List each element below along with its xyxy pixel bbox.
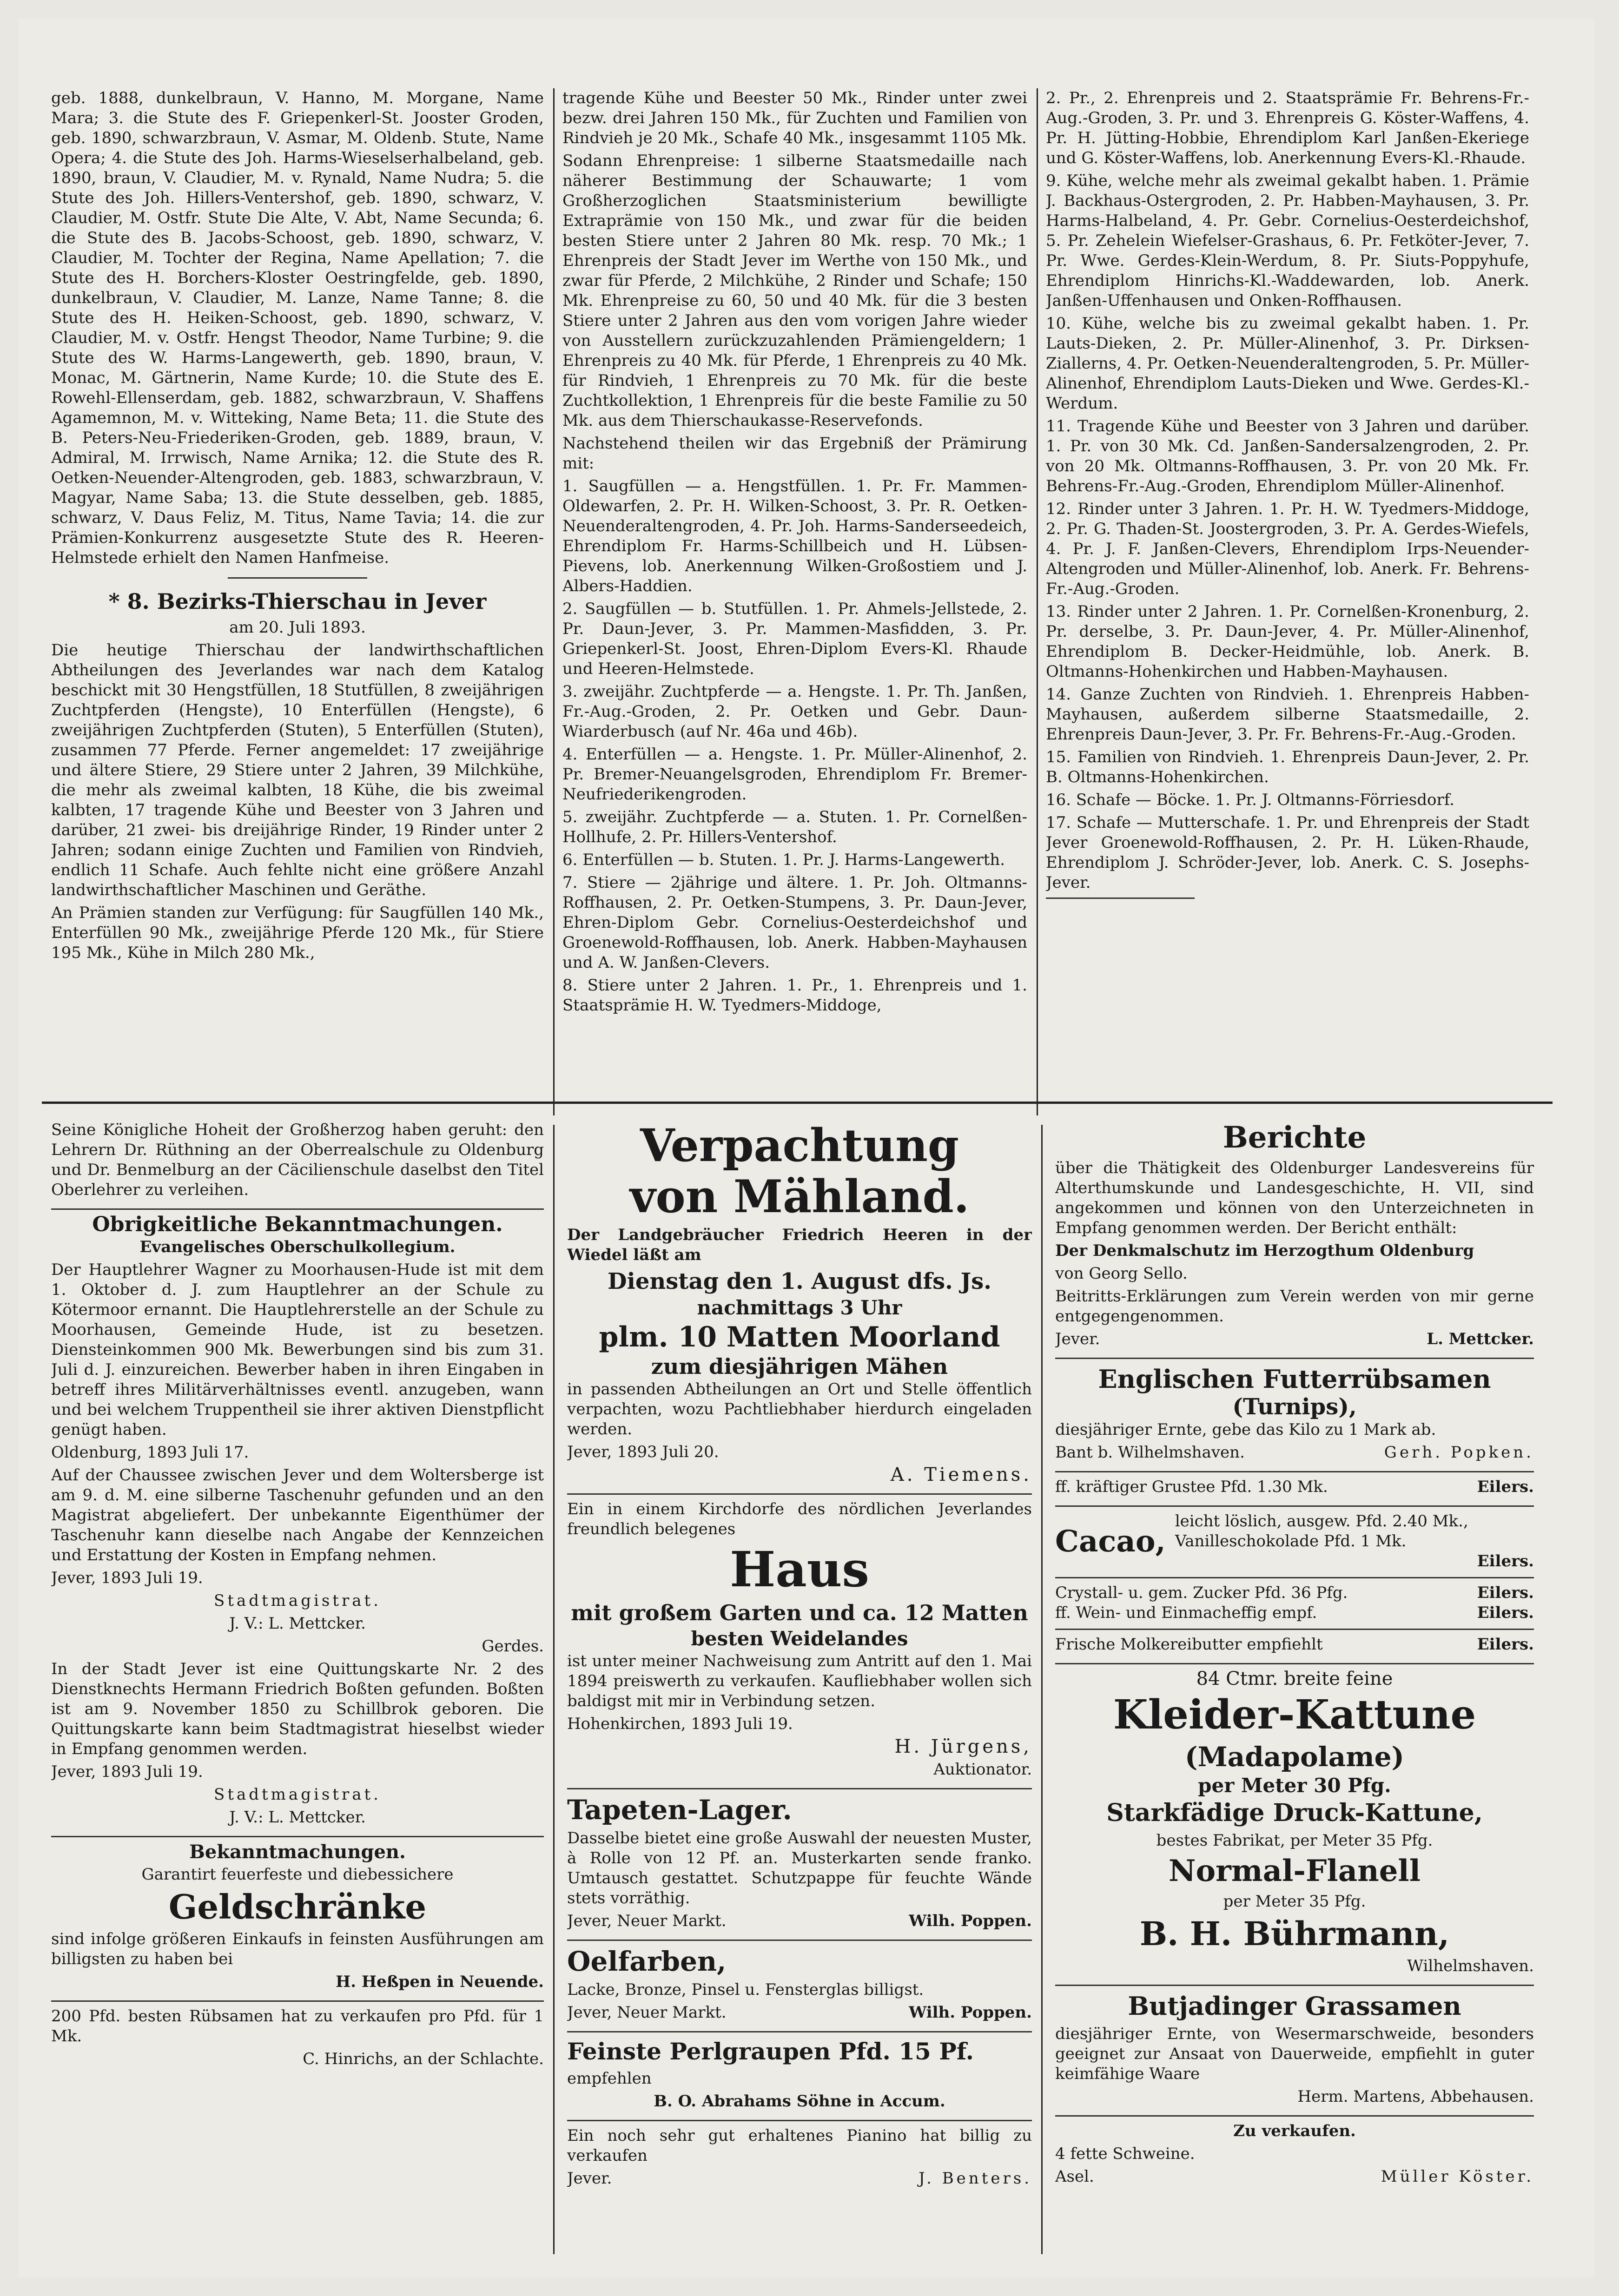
bottom-column-1 (51, 1115, 544, 2254)
magistrat-label: Stadtmagistrat. (214, 1785, 381, 1804)
grass-text: diesjähriger Ernte, von Wesermarschweide, besonders geeignet zur Ansaat von Dauerweide, empfiehlt in guter keimfähige Waare (1055, 2025, 1534, 2083)
safes-intro: Garantirt feuerfeste und diebessichere (141, 1865, 454, 1884)
turnips-footer (1055, 1443, 1534, 1463)
piano-footer (567, 2169, 1032, 2189)
royal-notice (51, 1115, 544, 1210)
oilpaint-text: Lacke, Bronze, Pinsel u. Fensterglas billigst. (567, 1980, 924, 1999)
end-rule (1046, 897, 1195, 899)
reports-join: Beitritts-Erklärungen zum Verein werden von mir gerne entgegengenommen. (1055, 1287, 1534, 1326)
flanell-price: per Meter 35 Pfg. (1223, 1892, 1366, 1911)
receipt-text: In der Stadt Jever ist eine Quittungskarte Nr. 2 des Dienstknechts Hermann Friedrich Boßten gefunden. Boßten ist am 9. November 1850 zu Schillbrok geboren. Die Quittungskarte kann beim Stadtmagistrat hieselbst wieder in Empfang genommen werden. (51, 1660, 544, 1758)
result-11: 11. Tragende Kühe und Beester von 3 Jahren und darüber. 1. Pr. von 30 Mk. Cd. Janßen-Sandersalzengroden, 2. Pr. von 20 Mk. Oltmanns-Roffhausen, 3. Pr. von 20 Mk. Fr. Behrens-Fr.-Aug.-Groden, Ehrendiplom Müller-Alinenhof. (1046, 417, 1529, 495)
bottom-column-3 (1055, 1115, 1534, 2254)
col2-para-1: tragende Kühe und Beester 50 Mk., Rinder unter zwei bezw. drei Jahren 150 Mk., für Zuchten und Familien von Rindvieh je 20 Mk., Schafe 40 Mk., insgesammt 1105 Mk. (562, 89, 1027, 147)
wallpaper-place: Jever, Neuer Markt. (567, 1912, 727, 1930)
vinegar-line (1055, 1603, 1534, 1623)
col3-para-1: 2. Pr., 2. Ehrenpreis und 2. Staatsprämie Fr. Behrens-Fr.-Aug.-Groden, 3. Pr. und 3. Ehrenpreis G. Köster-Waffens, 4. Pr. H. Jütting-Hobbie, Ehrendiplom Karl Janßen-Ekeriege und G. Köster-Waffens, lob. Anerkennung Evers-Kl.-Rhaude. (1046, 89, 1529, 167)
turnips-subtitle: (Turnips), (1232, 1394, 1357, 1420)
result-14: 14. Ganze Zuchten von Rindvieh. 1. Ehrenpreis Habben-Mayhausen, außerdem silberne Staatsmedaille, 2. Ehrenpreis Daun-Jever, 3. Pr. Fr. Behrens-Fr.-Aug.-Groden. (1046, 685, 1529, 744)
lease-title: Verpachtung (640, 1119, 959, 1172)
piano-seller: J. Benters. (919, 2169, 1032, 2188)
rapeseed-text: 200 Pfd. besten Rübsamen hat zu verkaufen pro Pfd. für 1 Mk. (51, 2007, 544, 2045)
result-9: 9. Kühe, welche mehr als zweimal gekalbt haben. 1. Prämie J. Backhaus-Ostergroden, 2. Pr. Habben-Mayhausen, 3. Pr. Harms-Halbeland, 4. Pr. Gebr. Cornelius-Oesterdeichshof, 5. Pr. Zehelein Wiefelser-Grashaus, 6. Pr. Fetköter-Jever, 7. Pr. Wwe. Gerdes-Klein-Werdum, 8. Pr. Siuts-Poppyhufe, Ehrendiplom Hinrichs-Kl.-Waddewarden, lob. Anerk. Janßen-Uffenhausen und Onken-Roffhausen. (1046, 172, 1529, 310)
lease-amount: plm. 10 Matten Moorland (599, 1321, 1000, 1353)
bottom-column-2 (567, 1115, 1032, 2254)
found-watch-date: Jever, 1893 Juli 19. (51, 1569, 203, 1587)
wallpaper-title: Tapeten-Lager. (567, 1794, 792, 1826)
result-1: 1. Saugfüllen — a. Hengstfüllen. 1. Pr. Fr. Mammen-Oldewarfen, 2. Pr. H. Wilken-Schoost, 3. Pr. R. Oetken-Neuenderaltengroden, 4. Pr. Joh. Harms-Sanderseedeich, Ehrendiplom Fr. Harms-Schillbeich und H. Lübsen-Pievens, lob. Anerkennung Wilken-Großostiem und J. Albers-Haddien. (562, 477, 1027, 595)
pigs-text: 4 fette Schweine. (1055, 2144, 1195, 2163)
result-4: 4. Enterfüllen — a. Hengste. 1. Pr. Müller-Alinenhof, 2. Pr. Bremer-Neuangelsgroden, Ehrendiplom Fr. Bremer-Neufriederikengroden. (562, 745, 1027, 804)
tea-line (1055, 1477, 1534, 1497)
pigs-seller: Müller Köster. (1381, 2167, 1534, 2186)
prize-funds-text: An Prämien standen zur Verfügung: für Saugfüllen 140 Mk., Enterfüllen 90 Mk., zweijährige Pferde 120 Mk., für Stiere 195 Mk., Kühe in Milch 280 Mk., (51, 904, 544, 962)
lease-purpose: zum diesjährigen Mähen (651, 1354, 948, 1379)
found-watch-text: Auf der Chaussee zwischen Jever und dem Woltersberge ist am 9. d. M. eine silberne Taschenuhr gefunden und an den Magistrat abgeliefert. Der unbekannte Eigenthümer der Taschenuhr kann dieselbe nach Angabe der Kennzeichen und Erstattung der Kosten in Empfang nehmen. (51, 1466, 544, 1564)
result-13: 13. Rinder unter 2 Jahren. 1. Pr. Cornelßen-Kronenburg, 2. Pr. derselbe, 3. Pr. Daun-Jever, 4. Pr. Müller-Alinenhof, Ehrendiplom B. Decker-Heidmühle, lob. Anerk. B. Oltmanns-Hohenkirchen und Habben-Mayhausen. (1046, 602, 1529, 681)
divider (228, 577, 367, 579)
barley-text: empfehlen (567, 2069, 652, 2088)
result-7: 7. Stiere — 2jährige und ältere. 1. Pr. Joh. Oltmanns-Roffhausen, 2. Pr. Oetken-Stumpens, 3. Pr. Daun-Jever, Ehren-Diplom Gebr. Cornelius-Oesterdeichshof und Groenewold-Roffhausen, lob. Anerk. Habben-Mayhausen und A. W. Janßen-Clevers. (562, 873, 1027, 972)
wallpaper-text: Dasselbe bietet eine große Auswahl der neuesten Muster, à Rolle von 12 Pf. an. Musterkarten sende franko. Umtausch gestattet. Schutzpappe für feuchte Wände stets vorräthig. (567, 1829, 1032, 1907)
lease-intro: Der Landgebräucher Friedrich Heeren in der Wiedel läßt am (567, 1226, 1032, 1264)
cloth-price: per Meter 30 Pfg. (1198, 1774, 1391, 1797)
result-17: 17. Schafe — Mutterschafe. 1. Pr. und Ehrenpreis der Stadt Jever Groenewold-Roffhausen, 2. Pr. H. Lüken-Rhaude, Ehrendiplom J. Schröder-Jever, lob. Anerk. C. S. Josephs-Jever. (1046, 813, 1529, 892)
result-2: 2. Saugfüllen — b. Stutfüllen. 1. Pr. Ahmels-Jellstede, 2. Pr. Daun-Jever, 3. Pr. Mammen-Masfidden, 3. Pr. Griepenkerl-St. Joost, Ehren-Diplom Evers-Kl. Rhaude und Heeren-Helmstede. (562, 600, 1027, 678)
turnips-ad (1055, 1359, 1534, 1472)
lease-text: in passenden Abtheilungen an Ort und Stelle öffentlich verpachten, wozu Pachtliebhaber hierdurch eingeladen werden. (567, 1380, 1032, 1438)
flanell-title: Normal-Flanell (1168, 1854, 1421, 1888)
print-text: bestes Fabrikat, per Meter 35 Pfg. (1156, 1831, 1433, 1850)
royal-notice-text: Seine Königliche Hoheit der Großherzog haben geruht: den Lehrern Dr. Rüthning an der Oberrealschule zu Oldenburg und Dr. Benmelburg an der Cäcilienschule daselbst den Titel Oberlehrer zu verleihen. (51, 1121, 544, 1199)
section-heading: * 8. Bezirks-Thierschau in Jever (108, 589, 487, 614)
cacao-body (1175, 1511, 1534, 1571)
cacao-ad (1055, 1507, 1534, 1578)
wallpaper-ad (567, 1789, 1032, 1941)
show-report-text: Die heutige Thierschau der landwirthschaftlichen Abtheilungen des Jeverlandes war nach dem Katalog beschickt mit 30 Hengstfüllen, 18 Stutfüllen, 8 zweijährigen Zuchtpferden (Hengste), 10 Enterfüllen (Hengste), 6 zweijährigen Zuchtpferden (Stuten), 5 Enterfüllen (Stuten), zusammen 77 Pferde. Ferner angemeldet: 17 zweijährige und ältere Stiere, 29 Stiere unter 2 Jahren, 39 Milchkühe, die mehr als zweimal kalbten, 18 Kühe, die bis zweimal kalbten, 17 tragende Kühe und Beester von 3 Jahren und darüber, 21 zwei- bis dreijährige Rinder, 19 Rinder unter 2 Jahren; sodann einige Zuchten und Familien von Rindvieh, endlich 11 Schafe. Auch fehlte nicht eine größere Anzahl landwirthschaftlicher Maschinen und Geräthe. (51, 641, 544, 899)
official-notices (51, 1210, 544, 1837)
house-text: ist unter meiner Nachweisung zum Antritt auf den 1. Mai 1894 preiswerth zu verkaufen. Kaufliebhaber wollen sich baldigst mit mir in Verbindung setzen. (567, 1652, 1032, 1710)
house-subtitle-2: besten Weidelandes (691, 1627, 908, 1650)
safes-seller: H. Heßpen in Neuende. (336, 1973, 544, 1991)
rapeseed-seller: C. Hinrichs, an der Schlachte. (303, 2050, 544, 2068)
notices-title: Bekanntmachungen. (189, 1841, 406, 1863)
piano-place: Jever. (567, 2169, 612, 2188)
house-title: Haus (730, 1541, 869, 1598)
cloth-subtitle: (Madapolame) (1185, 1741, 1404, 1773)
result-16: 16. Schafe — Böcke. 1. Pr. J. Oltmanns-Förriesdorf. (1046, 791, 1454, 809)
result-5: 5. zweijähr. Zuchtpferde — a. Stuten. 1. Pr. Cornelßen-Hollhufe, 2. Pr. Hillers-Ventershof. (562, 808, 1027, 846)
result-3: 3. zweijähr. Zuchtpferde — a. Hengste. 1. Pr. Th. Janßen, Fr.-Aug.-Groden, 2. Pr. Oetken und Gebr. Daun-Wiarderbusch (auf Nr. 46a und 46b). (562, 682, 1027, 741)
pigs-title: Zu verkaufen. (1233, 2122, 1356, 2140)
sugar-line (1055, 1583, 1534, 1603)
butter-seller: Eilers. (1477, 1635, 1534, 1654)
grass-title: Butjadinger Grassamen (1128, 1991, 1461, 2021)
rapeseed-ad (51, 2002, 544, 2078)
kollegium-date: Oldenburg, 1893 Juli 17. (51, 1443, 249, 1462)
reports-ad (1055, 1115, 1534, 1359)
cacao-title: Cacao, (1055, 1524, 1166, 1559)
top-column-3 (1046, 88, 1529, 1092)
butter-ad (1055, 1630, 1534, 1664)
piano-ad (567, 2121, 1032, 2197)
grass-seller: Herm. Martens, Abbehausen. (1297, 2087, 1534, 2106)
merchant-place: Wilhelmshaven. (1407, 1957, 1534, 1975)
house-ad (567, 1495, 1032, 1789)
merchant-name: B. H. Bührmann, (1139, 1914, 1450, 1953)
cloth-intro: 84 Ctmr. breite feine (1196, 1668, 1393, 1689)
turnips-title: Englischen Futterrübsamen (1098, 1364, 1491, 1394)
magistrat-sign: J. V.: L. Mettcker. (229, 1808, 366, 1827)
barley-title: Feinste Perlgraupen Pfd. 15 Pf. (567, 2038, 974, 2065)
reports-signer: L. Mettcker. (1427, 1330, 1534, 1348)
vinegar-seller: Eilers. (1477, 1603, 1534, 1622)
column-rule (553, 88, 555, 1115)
kollegium-text: Der Hauptlehrer Wagner zu Moorhausen-Hude ist mit dem 1. Oktober d. J. zum Hauptlehrer an der Schule zu Kötermoor ernannt. Die Hauptlehrerstelle an der Schule zu Moorhausen, Gemeinde Hude, ist zu besetzen. Diensteinkommen 900 Mk. Bewerbungen sind bis zum 31. Juli d. J. einzureichen. Bewerber haben in ihren Eingaben in betreff ihres Militärverhältnisses eventl. anzugeben, wann und bei welchem Truppentheil sie ihrer aktiven Dienstpflicht genügt haben. (51, 1260, 544, 1439)
house-intro: Ein in einem Kirchdorfe des nördlichen Jeverlandes freundlich belegenes (567, 1500, 1032, 1538)
result-15: 15. Familien von Rindvieh. 1. Ehrenpreis Daun-Jever, 2. Pr. B. Oltmanns-Hohenkirchen. (1046, 748, 1529, 786)
tea-text: ff. kräftiger Grustee Pfd. 1.30 Mk. (1055, 1478, 1328, 1496)
oilpaint-place: Jever, Neuer Markt. (567, 2003, 727, 2022)
reports-text: über die Thätigkeit des Oldenburger Landesvereins für Alterthumskunde und Landesgeschichte, H. VII, sind angekommen und können von den Unterzeichneten in Empfang genommen werden. Der Bericht enthält: (1055, 1159, 1534, 1237)
wallpaper-seller: Wilh. Poppen. (909, 1912, 1032, 1930)
barley-seller: B. O. Abrahams Söhne in Accum. (654, 2092, 945, 2111)
result-6: 6. Enterfüllen — b. Stuten. 1. Pr. J. Harms-Langewerth. (562, 851, 1005, 869)
result-12: 12. Rinder unter 3 Jahren. 1. Pr. H. W. Tyedmers-Middoge, 2. Pr. G. Thaden-St. Joostergroden, 3. Pr. A. Gerdes-Wiefels, 4. Pr. J. F. Janßen-Clevers, Ehrendiplom Irps-Neuender-Altengroden und Müller-Alinenhof, lob. Anerk. Fr. Behrens-Fr.-Aug.-Groden. (1046, 500, 1529, 598)
lease-title-2: von Mähland. (629, 1170, 970, 1223)
safes-ad (51, 1837, 544, 2002)
result-10: 10. Kühe, welche bis zu zweimal gekalbt haben. 1. Pr. Lauts-Dieken, 2. Pr. Müller-Alinenhof, 3. Pr. Dirksen-Ziallerns, 4. Pr. Oetken-Neuenderaltengroden, 5. Pr. Müller-Alinenhof, Ehrendiplom Lauts-Dieken und Wwe. Gerdes-Kl.-Werdum. (1046, 314, 1529, 413)
oilpaint-seller: Wilh. Poppen. (909, 2003, 1032, 2022)
piano-text: Ein noch sehr gut erhaltenes Pianino hat billig zu verkaufen (567, 2126, 1032, 2165)
result-8: 8. Stiere unter 2 Jahren. 1. Pr., 1. Ehrenpreis und 1. Staatsprämie H. W. Tyedmers-Middoge, (562, 976, 1027, 1015)
tea-seller: Eilers. (1477, 1478, 1534, 1496)
col2-para-2: Sodann Ehrenpreise: 1 silberne Staatsmedaille nach näherer Bestimmung der Schauwarte; 1 vom Großherzoglichen Staatsministerium bewilligte Extraprämie von 150 Mk., und zwar für die beiden besten Stiere unter 2 Jahren 80 Mk. resp. 70 Mk.; 1 Ehrenpreis der Stadt Jever im Werthe von 150 Mk., und zwar für Pferde, 2 Milchkühe, 2 Rinder und Schafe; 150 Mk. Ehrenpreise zu 60, 50 und 40 Mk. für die 3 besten Stiere unter 2 Jahren aus den vom vorigen Jahre wieder von Ausstellern zurückzuzahlenden Prämiengeldern; 1 Ehrenpreis zu 40 Mk. für Pferde, 1 Ehrenpreis zu 40 Mk. für Rindvieh, 1 Ehrenpreis zu 70 Mk. für die beste Zuchtkollektion, 1 Ehrenpreis für die beste Familie zu 50 Mk. aus dem Thierschaukasse-Reservefonds. (562, 152, 1027, 430)
butter-text: Frische Molkereibutter empfiehlt (1055, 1635, 1323, 1654)
wallpaper-footer (567, 1911, 1032, 1931)
house-date: Hohenkirchen, 1893 Juli 19. (567, 1715, 793, 1733)
vinegar-text: ff. Wein- und Einmacheffig empf. (1055, 1603, 1317, 1622)
reports-place: Jever. (1055, 1330, 1100, 1348)
top-column-1 (51, 88, 544, 1092)
lease-ad (567, 1115, 1032, 1495)
house-subtitle: mit großem Garten und ca. 12 Matten (571, 1600, 1028, 1625)
safes-text: sind infolge größeren Einkaufs in feinsten Ausführungen am billigsten zu haben bei (51, 1930, 544, 1968)
reports-author: von Georg Sello. (1055, 1264, 1188, 1283)
print-title: Starkfädige Druck-Kattune, (1106, 1799, 1483, 1827)
pigs-place: Asel. (1055, 2167, 1094, 2186)
sugar-seller: Eilers. (1477, 1583, 1534, 1602)
lease-place-date: Jever, 1893 Juli 20. (567, 1443, 719, 1461)
top-column-2 (562, 88, 1027, 1115)
turnips-seller: Gerh. Popken. (1384, 1443, 1534, 1462)
cloth-title: Kleider-Kattune (1113, 1691, 1476, 1738)
official-title: Obrigkeitliche Bekanntmachungen. (92, 1213, 503, 1236)
column-rule (1037, 88, 1038, 1115)
house-signer: H. Jürgens, (894, 1736, 1032, 1757)
lease-signer: A. Tiemens. (890, 1464, 1032, 1485)
newspaper-page (19, 19, 1594, 2277)
magistrat-sign: J. V.: L. Mettcker. (229, 1614, 366, 1633)
house-signer-role: Auktionator. (933, 1760, 1032, 1779)
barley-ad (567, 2032, 1032, 2121)
receipt-date: Jever, 1893 Juli 19. (51, 1762, 203, 1781)
turnips-place: Bant b. Wilhelmshaven. (1055, 1443, 1245, 1462)
magistrat-name: Gerdes. (482, 1637, 544, 1656)
column-rule (553, 1125, 555, 2254)
reports-footer (1055, 1329, 1534, 1349)
section-divider (42, 1102, 1553, 1104)
turnips-text: diesjähriger Ernte, gebe das Kilo zu 1 Mark ab. (1055, 1420, 1436, 1439)
butter-line (1055, 1635, 1534, 1655)
horse-results-text: geb. 1888, dunkelbraun, V. Hanno, M. Morgane, Name Mara; 3. die Stute des F. Griepenkerl-St. Jooster Groden, geb. 1890, schwarzbraun, V. Asmar, M. Oldenb. Stute, Name Opera; 4. die Stute des Joh. Harms-Wieselserhalbeland, geb. 1890, braun, V. Claudier, M. v. Rynald, Name Nudra; 5. die Stute des Joh. Hillers-Ventershof, geb. 1890, schwarz, V. Claudier, M. Ostfr. Stute Die Alte, V. Abt, Name Secunda; 6. die Stute des B. Jacobs-Schoost, geb. 1890, schwarz, V. Claudier, M. Tochter der Regina, Name Apellation; 7. die Stute des H. Borchers-Kloster Oestringfelde, geb. 1890, dunkelbraun, V. Claudier, M. Lanze, Name Tanne; 8. die Stute des H. Heiken-Schoost, geb. 1890, schwarz, V. Claudier, M. v. Ostfr. Hengst Theodor, Name Turbine; 9. die Stute des W. Harms-Langewerth, geb. 1890, braun, V. Monac, M. Gärtnerin, Name Kurde; 10. die Stute des E. Rowehl-Ellenserdam, geb. 1882, schwarzbraun, V. Shaffens Agamemnon, M. v. Witteking, Name Beta; 11. die Stute des B. Peters-Neu-Friederiken-Groden, geb. 1889, braun, V. Admiral, M. Irrwisch, Name Arnika; 12. die Stute des R. Oetken-Neuender-Altengroden, geb. 1883, schwarzbraun, V. Magyar, Name Saba; 13. die Stute desselben, geb. 1885, schwarz, V. Daus Feliz, M. Titus, Name Tavia; 14. die zur Prämien-Konkurrenz ausgesetzte Stute des R. Heeren-Helmstede erhielt den Namen Hanfmeise. (51, 89, 544, 567)
lease-time: nachmittags 3 Uhr (697, 1296, 902, 1319)
sugar-text: Crystall- u. gem. Zucker Pfd. 36 Pfg. (1055, 1583, 1348, 1602)
pigs-ad (1055, 2117, 1534, 2195)
pigs-footer (1055, 2167, 1534, 2187)
cacao-text: leicht löslich, ausgew. Pfd. 2.40 Mk., Vanilleschokolade Pfd. 1 Mk. (1175, 1512, 1468, 1550)
grass-ad (1055, 1986, 1534, 2117)
safes-title: Geldschränke (168, 1887, 427, 1927)
reports-title: Berichte (1223, 1120, 1367, 1155)
cacao-seller: Eilers. (1477, 1552, 1534, 1570)
section-date: am 20. Juli 1893. (229, 618, 366, 637)
oilpaint-title: Oelfarben, (567, 1946, 727, 1977)
sugar-ad (1055, 1578, 1534, 1630)
lease-date: Dienstag den 1. August dfs. Js. (607, 1268, 991, 1294)
textiles-ad (1055, 1664, 1534, 1986)
magistrat-label: Stadtmagistrat. (214, 1591, 381, 1610)
oilpaint-ad (567, 1941, 1032, 2032)
kollegium-title: Evangelisches Oberschulkollegium. (139, 1238, 456, 1256)
col2-para-3: Nachstehend theilen wir das Ergebniß der Prämirung mit: (562, 434, 1027, 473)
tea-ad (1055, 1472, 1534, 1507)
column-rule (1041, 1125, 1043, 2254)
reports-bold: Der Denkmalschutz im Herzogthum Oldenburg (1055, 1241, 1474, 1260)
oilpaint-footer (567, 2003, 1032, 2023)
